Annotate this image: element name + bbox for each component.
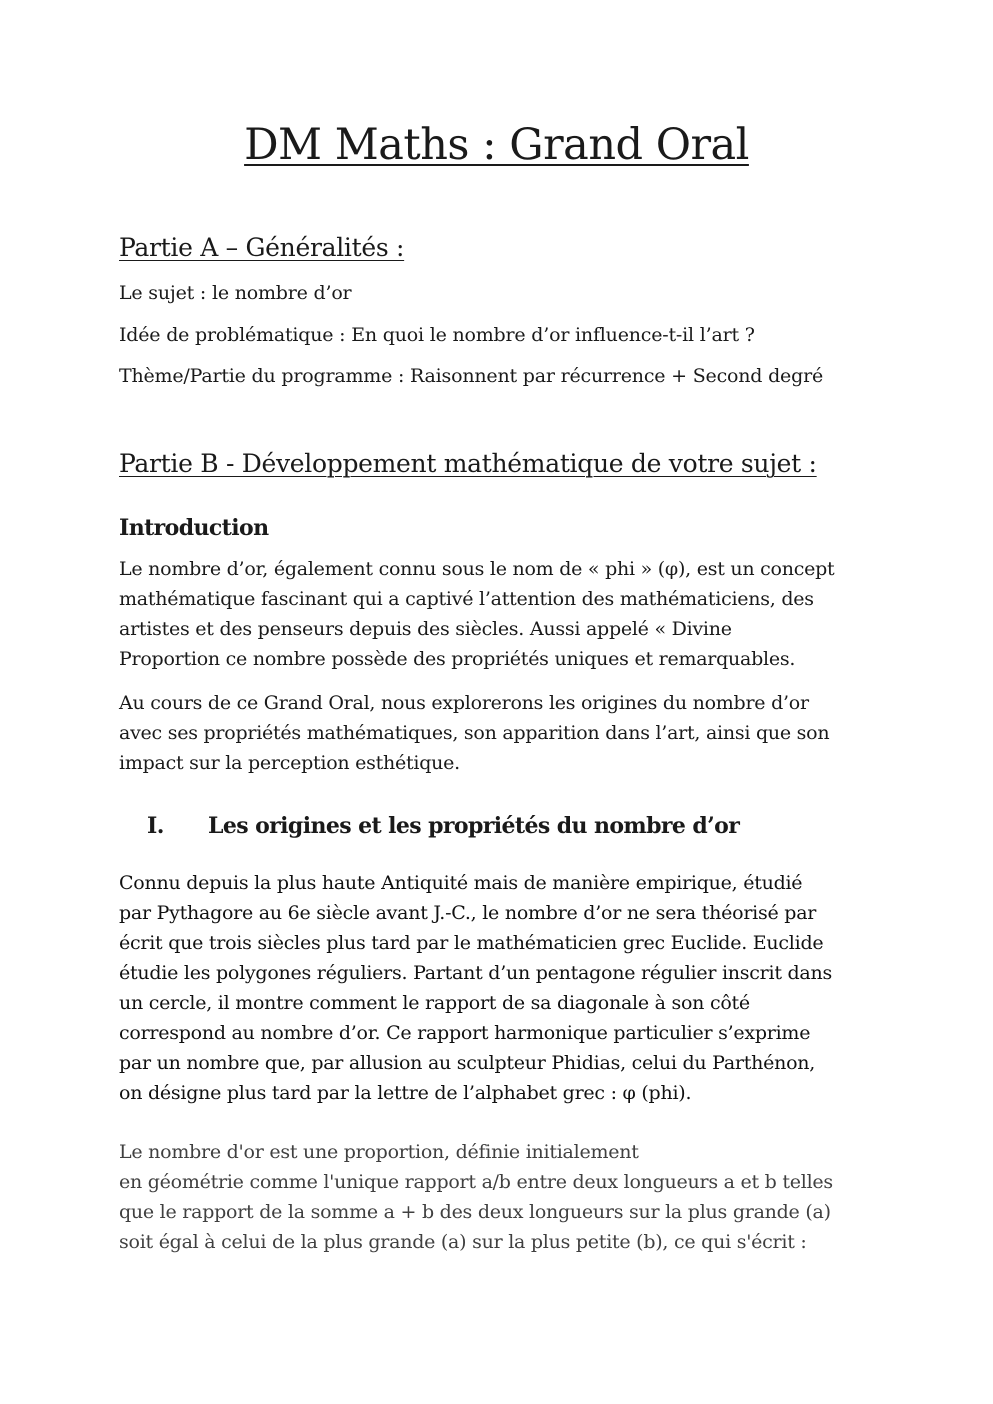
text-line: Le nombre d'or est une proportion, définie initialement (119, 1141, 639, 1163)
problematique-line: Idée de problématique : En quoi le nombre d’or influence-t-il l’art ? (119, 324, 755, 346)
section-heading: Les origines et les propriétés du nombre d’or (208, 813, 740, 839)
text-line: par un nombre que, par allusion au sculpteur Phidias, celui du Parthénon, (119, 1052, 816, 1074)
introduction-heading: Introduction (119, 515, 269, 541)
document-title: DM Maths : Grand Oral (244, 120, 749, 170)
section-paragraph-1 (119, 868, 889, 1108)
text-line: on désigne plus tard par la lettre de l’alphabet grec : φ (phi). (119, 1082, 692, 1104)
text-line: artistes et des penseurs depuis des siècles. Aussi appelé « Divine (119, 618, 732, 640)
text-line: écrit que trois siècles plus tard par le mathématicien grec Euclide. Euclide (119, 932, 824, 954)
part-b-heading: Partie B - Développement mathématique de votre sujet : (119, 449, 817, 478)
text-line: par Pythagore au 6e siècle avant J.-C., le nombre d’or ne sera théorisé par (119, 902, 817, 924)
text-line: impact sur la perception esthétique. (119, 752, 460, 774)
text-line: étudie les polygones réguliers. Partant d’un pentagone régulier inscrit dans (119, 962, 832, 984)
text-line: mathématique fascinant qui a captivé l’attention des mathématiciens, des (119, 588, 814, 610)
text-line: correspond au nombre d’or. Ce rapport harmonique particulier s’exprime (119, 1022, 811, 1044)
part-a-heading: Partie A – Généralités : (119, 233, 405, 262)
intro-paragraph-1 (119, 554, 889, 674)
subject-line: Le sujet : le nombre d’or (119, 282, 352, 304)
text-line: avec ses propriétés mathématiques, son apparition dans l’art, ainsi que son (119, 722, 830, 744)
text-line: en géométrie comme l'unique rapport a/b entre deux longueurs a et b telles (119, 1171, 833, 1193)
text-line: Proportion ce nombre possède des propriétés uniques et remarquables. (119, 648, 796, 670)
text-line: que le rapport de la somme a + b des deux longueurs sur la plus grande (a) (119, 1201, 831, 1223)
theme-line: Thème/Partie du programme : Raisonnent par récurrence + Second degré (119, 365, 823, 387)
text-line: Connu depuis la plus haute Antiquité mais de manière empirique, étudié (119, 872, 803, 894)
text-line: Au cours de ce Grand Oral, nous explorerons les origines du nombre d’or (119, 692, 809, 714)
text-line: un cercle, il montre comment le rapport de sa diagonale à son côté (119, 992, 750, 1014)
section-number: I. (147, 813, 164, 839)
text-line: soit égal à celui de la plus grande (a) sur la plus petite (b), ce qui s'écrit : (119, 1231, 807, 1253)
intro-paragraph-2 (119, 688, 889, 778)
section-paragraph-2 (119, 1137, 889, 1257)
text-line: Le nombre d’or, également connu sous le nom de « phi » (φ), est un concept (119, 558, 835, 580)
